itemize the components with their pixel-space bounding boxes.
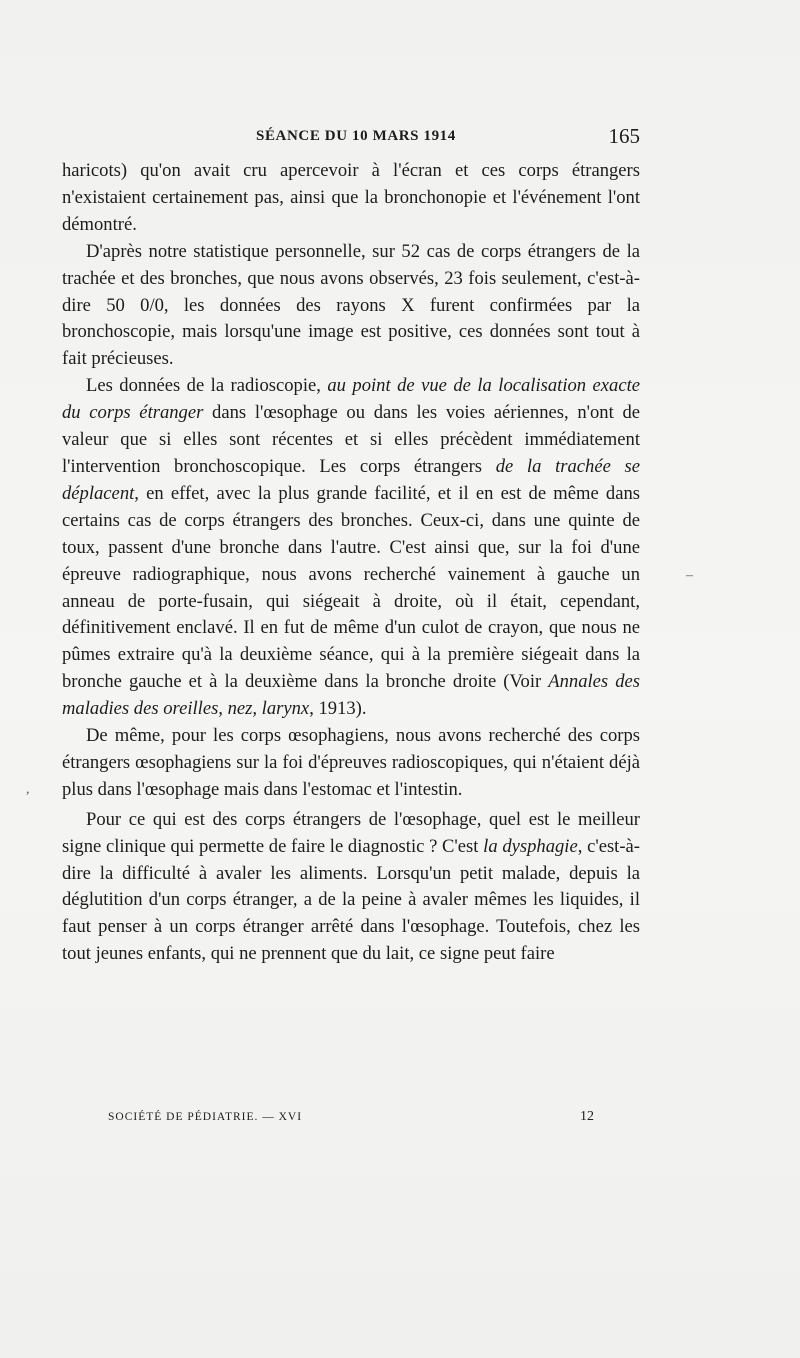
margin-mark: – [686,568,693,583]
paragraph-5 [62,807,640,968]
paragraph-4-text: De même, pour les corps œsophagiens, nous avons recherché des corps étrangers œsophagiens sur la foi d'épreuves radioscopiques, qui n'étaient déjà plus dans l'œsophage mais dans l'estomac et l'intestin. [62,725,640,800]
paragraph-4 [62,723,640,804]
page-header [62,124,640,154]
paragraph-3-text: Les données de la radioscopie, [86,375,328,397]
page-footer [100,1109,600,1129]
paragraph-3-italic: de la trachée se déplacent [62,455,640,504]
paragraph-3-text: , en effet, avec la plus grande facilité, et il en est de même dans certains cas de corps étrangers des bronches. Ceux-ci, dans une quinte de toux, passent d'une bronche dans l'autre. C'est ainsi que, sur la foi d'une épreuve radiographique, nous avons recherché vainement à gauche un anneau de porte-fusain, qui siégeait à droite, où il était, cependant, définitivement enclavé. Il en fut de même d'un culot de crayon, que nous ne pûmes extraire qu'à la deuxième séance, qui à la première siégeait dans la bronche gauche et à la deuxième dans la bronche droite (Voir [62,482,640,693]
paragraph-5-text: , c'est-à-dire la difficulté à avaler les aliments. Lorsqu'un petit malade, depuis la déglutition d'un corps étranger, a de la peine à avaler mêmes les liquides, il faut penser à un corps étranger arrêté dans l'œsophage. Toutefois, chez les tout jeunes enfants, qui ne prennent que du lait, ce signe peut faire [62,835,640,965]
paragraph-1-text: haricots) qu'on avait cru apercevoir à l'écran et ces corps étrangers n'existaient certainement pas, ainsi que la bronchonopie et l'événement l'ont démontré. [62,160,640,235]
page-number: 165 [608,124,640,148]
running-head: SÉANCE DU 10 MARS 1914 [256,128,456,144]
paragraph-3 [62,373,640,723]
printer-signature: SOCIÉTÉ DE PÉDIATRIE. — XVI [108,1111,303,1123]
sheet-number: 12 [580,1109,594,1124]
body-text [62,158,640,968]
paragraph-3-text: dans l'œsophage ou dans les voies aériennes, n'ont de valeur que si elles sont récentes et si elles précèdent immédiatement l'intervention bronchoscopique. Les corps étrangers [62,402,640,477]
paragraph-5-text: Pour ce qui est des corps étrangers de l'œsophage, quel est le meilleur signe clinique qui permette de faire le diagnostic ? C'est [62,808,640,857]
paragraph-3-italic: au point de vue de la localisation exacte du corps étranger [62,375,641,424]
paragraph-2-text: D'après notre statistique personnelle, sur 52 cas de corps étrangers de la trachée et des bronches, que nous avons observés, 23 fois seulement, c'est-à-dire 50 0/0, les données des rayons X furent confirmées par la bronchoscopie, mais lorsqu'une image est positive, ces données sont tout à fait précieuses. [62,240,640,370]
paragraph-5-italic: la dysphagie [483,835,578,857]
paragraph-2 [62,239,640,374]
paragraph-3-italic: Annales des maladies des oreilles, nez, larynx [62,671,641,720]
paragraph-3-text: , 1913). [309,698,367,720]
paragraph-1 [62,158,640,239]
margin-mark: , [26,782,30,797]
